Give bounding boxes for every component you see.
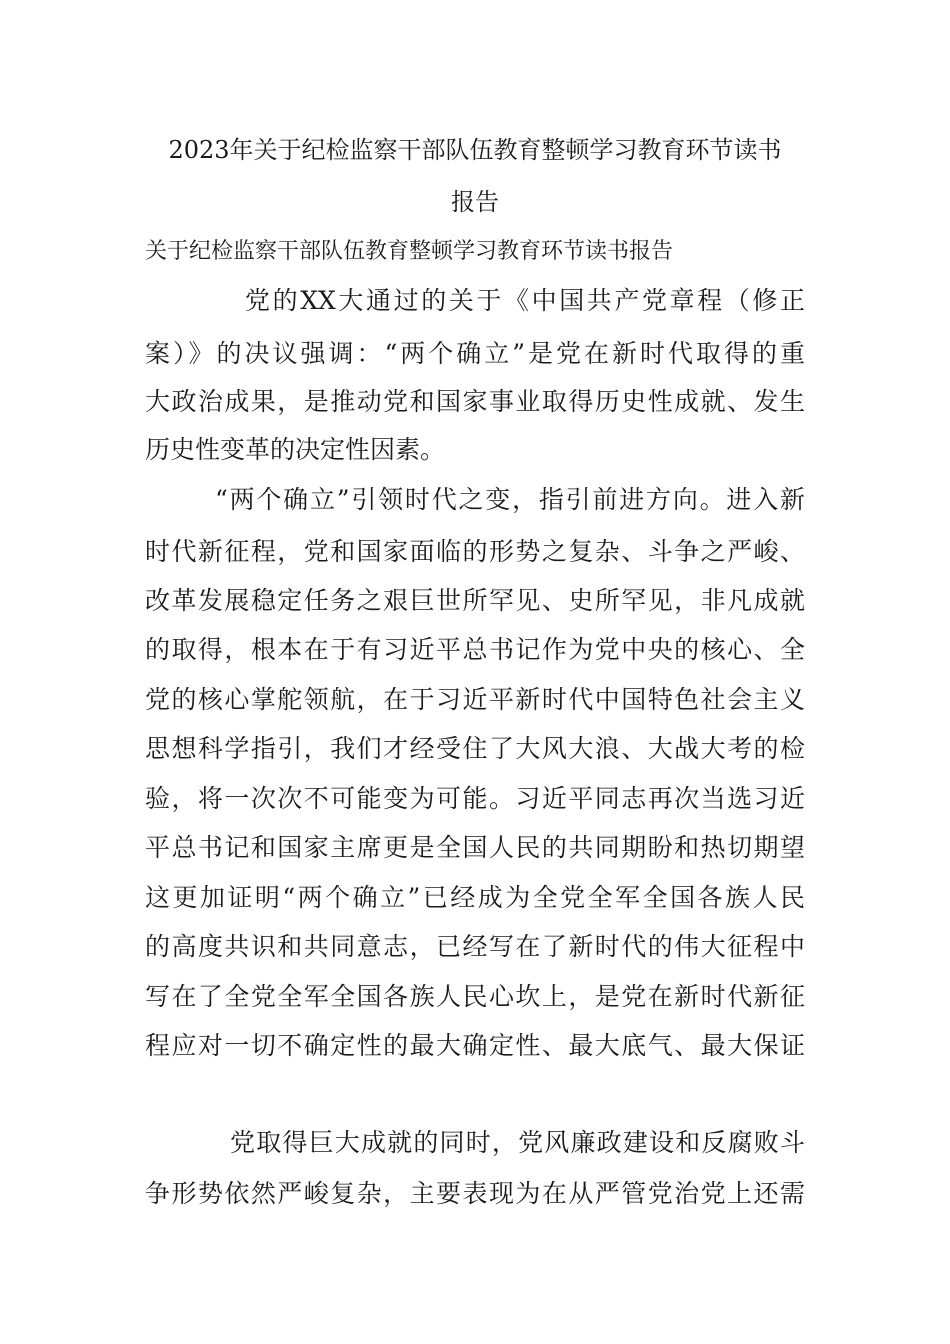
- paragraph-2-line: 思想科学指引，我们才经受住了大风大浪、大战大考的检: [145, 734, 805, 763]
- paragraph-2-line: 时代新征程，党和国家面临的形势之复杂、斗争之严峻、: [145, 537, 805, 566]
- paragraph-3-line: 党取得巨大成就的同时，党风廉政建设和反腐败斗: [230, 1128, 805, 1157]
- paragraph-2-line: 这更加证明“两个确立”已经成为全党全军全国各族人民: [145, 883, 805, 912]
- paragraph-1-line: 案）》的决议强调：“两个确立”是党在新时代取得的重: [145, 339, 805, 368]
- paragraph-1-line: 党的XX大通过的关于《中国共产党章程（修正: [245, 286, 805, 315]
- paragraph-2-line: 党的核心掌舵领航，在于习近平新时代中国特色社会主义: [145, 685, 805, 714]
- paragraph-2-line: 的取得，根本在于有习近平总书记作为党中央的核心、全: [145, 635, 805, 664]
- document-subtitle: 关于纪检监察干部队伍教育整顿学习教育环节读书报告: [145, 239, 674, 264]
- paragraph-2-line: 的高度共识和共同意志，已经写在了新时代的伟大征程中: [145, 932, 805, 961]
- paragraph-2-line: 程应对一切不确定性的最大确定性、最大底气、最大保证: [145, 1031, 805, 1060]
- paragraph-2-line: 验，将一次次不可能变为可能。习近平同志再次当选习近: [145, 784, 805, 813]
- document-title-line-1: 2023年关于纪检监察干部队伍教育整顿学习教育环节读书: [168, 136, 782, 164]
- paragraph-1-line: 历史性变革的决定性因素。: [145, 435, 446, 464]
- paragraph-2-line: 平总书记和国家主席更是全国人民的共同期盼和热切期望: [145, 833, 805, 862]
- document-title-line-2: 报告: [451, 188, 499, 216]
- paragraph-2-line: “两个确立”引领时代之变，指引前进方向。进入新: [215, 485, 805, 514]
- paragraph-2-line: 改革发展稳定任务之艰巨世所罕见、史所罕见，非凡成就: [145, 586, 805, 615]
- paragraph-3-line: 争形势依然严峻复杂，主要表现为在从严管党治党上还需: [145, 1179, 805, 1208]
- paragraph-1-line: 大政治成果，是推动党和国家事业取得历史性成就、发生: [145, 387, 805, 416]
- paragraph-2-line: 写在了全党全军全国各族人民心坎上，是党在新时代新征: [145, 982, 805, 1011]
